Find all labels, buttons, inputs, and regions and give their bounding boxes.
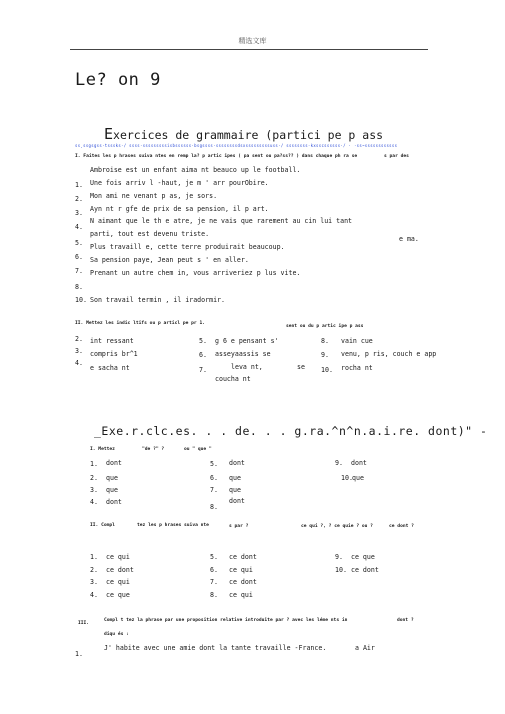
s2-ex2-number: 3. bbox=[90, 578, 98, 586]
s2-ex1-number: 10. bbox=[341, 474, 353, 482]
ex2-number: 3. bbox=[75, 347, 83, 355]
s2-ex2-instruction-a: II. Compl bbox=[90, 523, 115, 528]
s2-ex2-answer: ce dont bbox=[229, 553, 257, 561]
s2-ex2-number: 8. bbox=[210, 591, 218, 599]
s2-ex1-number: 9. bbox=[335, 459, 343, 467]
s2-ex2-number: 7. bbox=[210, 578, 218, 586]
ex1-line: Plus travaill e, cette terre produirait beaucoup. bbox=[90, 243, 285, 251]
s2-ex1-number: 1. bbox=[90, 460, 98, 468]
ex2-answer: e sacha nt bbox=[90, 364, 130, 372]
s2-ex2-number: 10. bbox=[335, 566, 347, 574]
s2-ex1-answer: dont bbox=[229, 459, 245, 467]
ex1-number: 4. bbox=[75, 223, 83, 231]
s2-ex3-instruction: Compl t tez la phrase par une proposition relative introduite par ? avec les léme nts in bbox=[104, 618, 348, 623]
ex2-instruction: II. Mettez les indic ltifs ou p articl pe pr 1. bbox=[75, 321, 205, 326]
s2-ex2-answer: ce dont bbox=[351, 566, 379, 574]
ex2-answer: asseyaassis se bbox=[215, 350, 271, 358]
s2-ex2-answer: ce dont bbox=[106, 566, 134, 574]
section1-title bbox=[104, 125, 383, 143]
s2-ex2-answer: ce qui bbox=[229, 591, 253, 599]
ex1-line: Ayn nt r gfe de prix de sa pension, il p art. bbox=[90, 205, 269, 213]
s2-ex2-number: 9. bbox=[335, 553, 343, 561]
s2-ex3-tail: a Air bbox=[355, 644, 375, 652]
ex1-number: 2. bbox=[75, 195, 83, 203]
s2-ex2-number: 5. bbox=[210, 553, 218, 561]
section1-blue-line: ss˳ssgsgss·tsssks·/ ssss·sssssssssisbssssss·bsgssss·ssssssssdsxsssssssssuss·/ ssssssss·kxsscssssss·/ · ·ss~ssssssssssss bbox=[75, 143, 398, 148]
s2-ex2-answer: ce que bbox=[351, 553, 375, 561]
ex2-answer: coucha nt bbox=[215, 375, 251, 383]
s2-ex1-number: 6. bbox=[210, 474, 218, 482]
s2-ex3-line: J' habite avec une amie dont la tante travaille -France. bbox=[104, 644, 327, 652]
ex1-number: 7. bbox=[75, 267, 83, 275]
s2-ex2-number: 2. bbox=[90, 566, 98, 574]
s2-ex1-number: 3. bbox=[90, 486, 98, 494]
ex1-line: Prenant un autre chem in, vous arriveriez p lus vite. bbox=[90, 269, 301, 277]
ex2-answer: vain cue bbox=[341, 337, 373, 345]
s2-ex1-answer: dont bbox=[229, 497, 245, 505]
s2-ex1-answer: que bbox=[106, 474, 118, 482]
ex2-answer: int ressant bbox=[90, 337, 134, 345]
s2-ex2-instruction-d: ce qui ?, ? ce quie ? ou ? bbox=[301, 524, 373, 529]
s2-ex1-answer: que bbox=[106, 486, 118, 494]
ex1-line: parti, tout est devenu triste. bbox=[90, 230, 210, 238]
s2-ex3-instruction-tail: dont ? bbox=[397, 618, 414, 623]
s2-ex3-label: III. bbox=[78, 621, 90, 626]
ex1-number: 5. bbox=[75, 239, 83, 247]
s2-ex2-instruction-e: ce dont ? bbox=[389, 524, 414, 529]
s2-ex2-answer: ce dont bbox=[229, 578, 257, 586]
page-header-title: 精选文库 bbox=[238, 37, 267, 45]
s2-ex2-number: 6. bbox=[210, 566, 218, 574]
header-rule bbox=[70, 49, 428, 50]
ex2-answer: rocha nt bbox=[341, 364, 373, 372]
ex2-answer: se bbox=[297, 363, 305, 371]
ex2-number: 8. bbox=[321, 337, 329, 345]
ex2-answer: g 6 e pensant s' bbox=[215, 337, 279, 345]
s2-ex2-instruction-c: s par ? bbox=[229, 524, 249, 529]
ex2-number: 5. bbox=[199, 337, 207, 345]
ex1-instruction-tail: s par des bbox=[384, 154, 409, 159]
ex2-number: 2. bbox=[75, 335, 83, 343]
s2-ex1-instruction-b: "de ?" ? bbox=[142, 447, 165, 452]
ex1-extra: e ma. bbox=[399, 235, 419, 243]
ex2-answer: leva nt, bbox=[231, 363, 263, 371]
s2-ex1-instruction-a: I. Mettez bbox=[90, 447, 115, 452]
ex2-number: 6. bbox=[199, 351, 207, 359]
ex2-answer: venu, p ris, couch e app bbox=[341, 350, 437, 358]
section1-title-rest: xercices de grammaire (partici pe p ass bbox=[113, 128, 384, 142]
ex1-number: 8. bbox=[75, 283, 83, 291]
s2-ex1-answer: dont bbox=[106, 498, 122, 506]
s2-ex2-number: 1. bbox=[90, 553, 98, 561]
ex2-number: 9. bbox=[321, 351, 329, 359]
ex2-number: 7. bbox=[199, 366, 207, 374]
s2-ex2-answer: ce qui bbox=[229, 566, 253, 574]
s2-ex2-answer: ce qui bbox=[106, 553, 130, 561]
ex1-instruction: I. Faites les p hrases suiva ntes en remp la? p artic ipes ( pa sent ou pa?ss?? ) dans chaque ph ra se bbox=[75, 154, 358, 159]
s2-ex2-answer: ce que bbox=[106, 591, 130, 599]
section1-title-cap: E bbox=[104, 125, 114, 143]
s2-ex1-number: 5. bbox=[210, 460, 218, 468]
ex2-answer: compris br^1 bbox=[90, 350, 138, 358]
s2-ex2-answer: ce qui bbox=[106, 578, 130, 586]
ex1-number: 1. bbox=[75, 181, 83, 189]
ex1-number: 10. bbox=[75, 296, 87, 304]
ex1-number: 6. bbox=[75, 253, 83, 261]
ex2-number: 4. bbox=[75, 359, 83, 367]
s2-ex1-number: 4. bbox=[90, 498, 98, 506]
s2-ex1-number: 7. bbox=[210, 486, 218, 494]
s2-ex1-number: 2. bbox=[90, 474, 98, 482]
lesson-title: Le? on 9 bbox=[75, 70, 161, 90]
ex1-line: Ambroise est un enfant aima nt beauco up le football. bbox=[90, 166, 301, 174]
ex1-line: Son travail termin , il iradormir. bbox=[90, 296, 225, 304]
s2-ex1-instruction-c: ou " que " bbox=[184, 447, 212, 452]
ex2-instruction-b: sent ou du p artic ipe p ass bbox=[286, 324, 364, 329]
s2-ex1-answer: que bbox=[229, 486, 241, 494]
s2-ex1-answer: dont bbox=[106, 459, 122, 467]
ex1-line: Une fois arriv l -haut, je m ' arr pourObire. bbox=[90, 179, 269, 187]
ex1-line: N aimant que le th e atre, je ne vais que rarement au cin lui tant bbox=[90, 217, 353, 225]
ex1-number: 3. bbox=[75, 209, 83, 217]
s2-ex1-answer: que bbox=[352, 474, 364, 482]
s2-ex3-number: 1. bbox=[75, 650, 83, 658]
s2-ex1-number: 8. bbox=[210, 503, 218, 511]
s2-ex2-instruction-b: tez les p hrases suiva nte bbox=[137, 523, 209, 528]
section2-title: _Exe.r.clc.es. . . de. . . g.ra.^n^n.a.i.re. dont)" - bbox=[94, 424, 488, 438]
s2-ex1-answer: dont bbox=[351, 459, 367, 467]
ex2-number: 10. bbox=[321, 366, 333, 374]
ex1-line: Mon ami ne venant p as, je sors. bbox=[90, 192, 218, 200]
s2-ex3-line2: diqu és : bbox=[104, 632, 129, 637]
ex1-line: Sa pension paye, Jean peut s ' en aller. bbox=[90, 256, 249, 264]
s2-ex1-answer: que bbox=[229, 474, 241, 482]
s2-ex2-number: 4. bbox=[90, 591, 98, 599]
